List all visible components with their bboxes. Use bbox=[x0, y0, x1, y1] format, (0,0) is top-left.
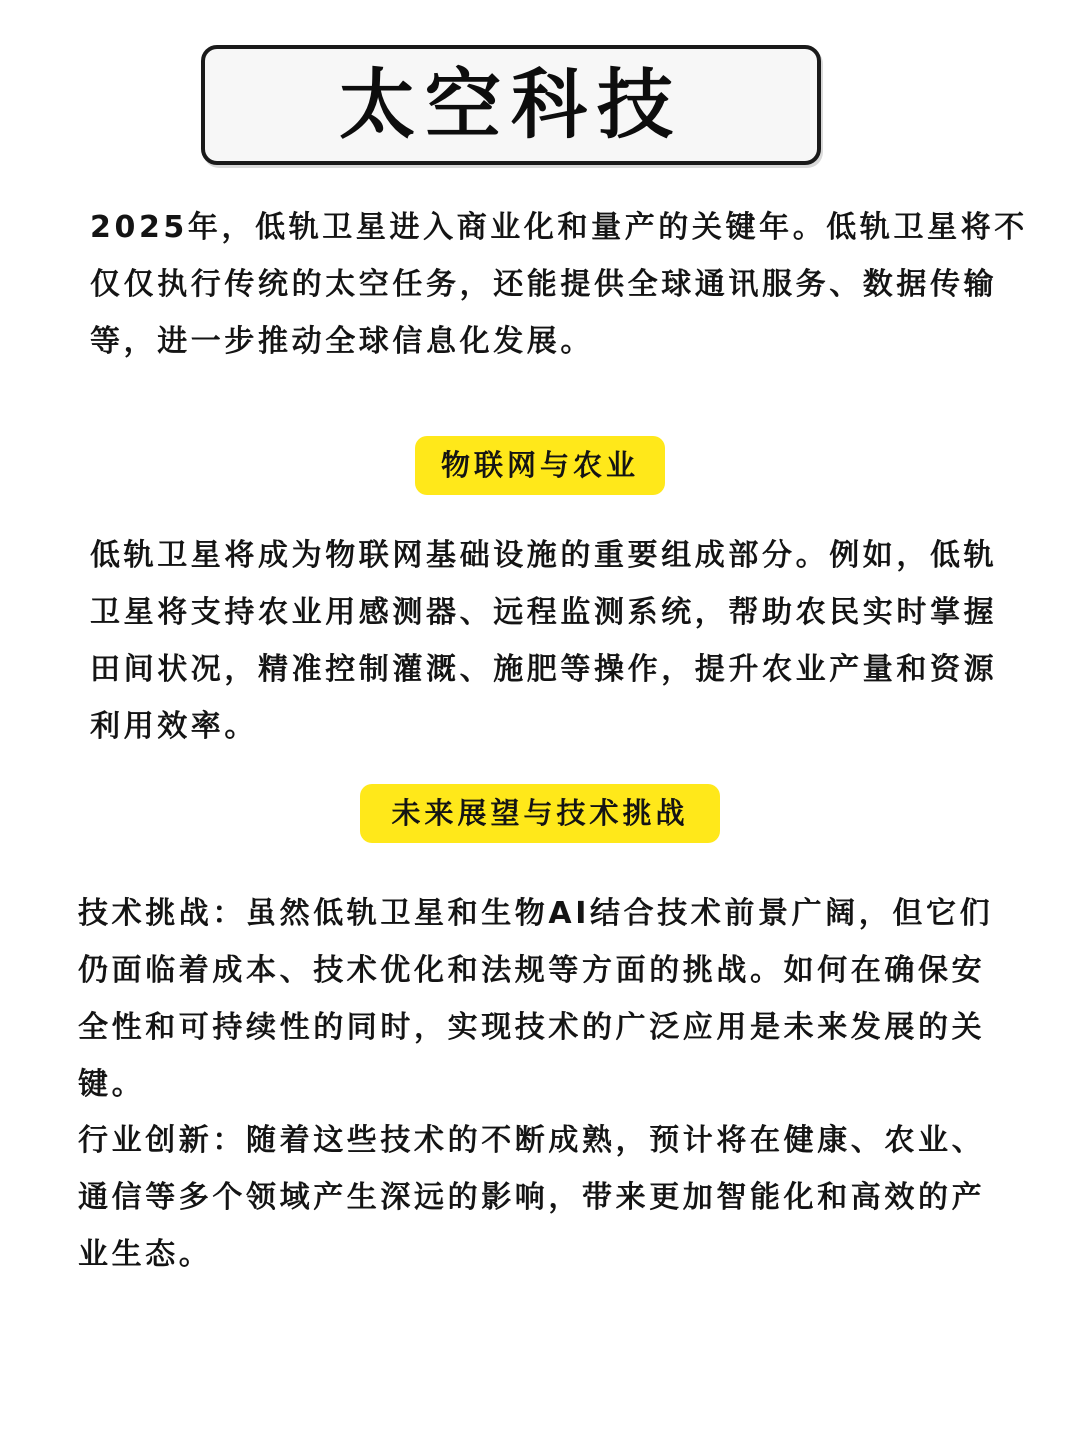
tech-challenge-paragraph: 技术挑战：虽然低轨卫星和生物AI结合技术前景广阔，但它们仍面临着成本、技术优化和法规等方面的挑战。如何在确保安全性和可持续性的同时，实现技术的广泛应用是未来发展的关键。 bbox=[78, 896, 994, 1102]
title-banner bbox=[201, 45, 821, 165]
section-heading-future-challenges: 未来展望与技术挑战 bbox=[360, 784, 720, 843]
industry-innovation-paragraph: 行业创新：随着这些技术的不断成熟，预计将在健康、农业、通信等多个领域产生深远的影响，带来更加智能化和高效的产业生态。 bbox=[78, 1123, 986, 1272]
page-title: 太空科技 bbox=[339, 60, 683, 149]
intro-paragraph: 2025年，低轨卫星进入商业化和量产的关键年。低轨卫星将不仅仅执行传统的太空任务，还能提供全球通讯服务、数据传输等，进一步推动全球信息化发展。 bbox=[90, 210, 1028, 359]
iot-agriculture-paragraph: 低轨卫星将成为物联网基础设施的重要组成部分。例如，低轨卫星将支持农业用感测器、远程监测系统，帮助农民实时掌握田间状况，精准控制灌溉、施肥等操作，提升农业产量和资源利用效率。 bbox=[90, 538, 998, 744]
section-heading-iot-agriculture: 物联网与农业 bbox=[415, 436, 665, 495]
